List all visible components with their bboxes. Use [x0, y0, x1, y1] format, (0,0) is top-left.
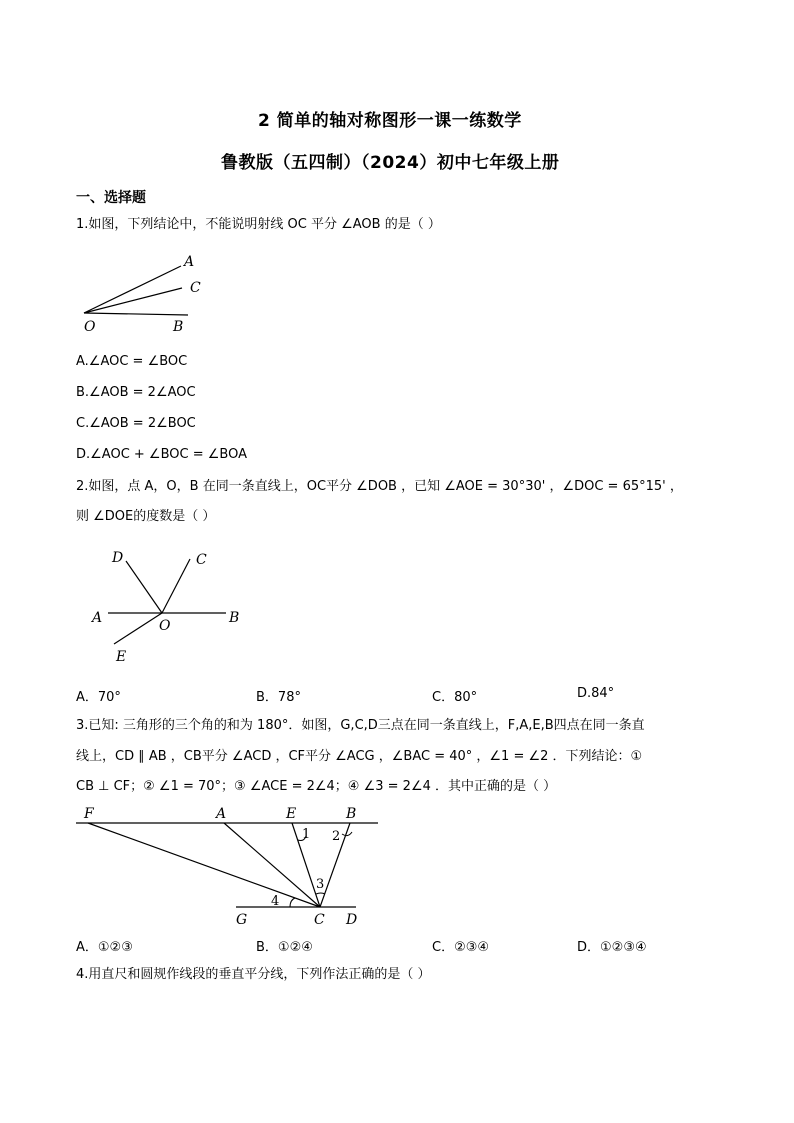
section-heading: 一、选择题	[76, 190, 146, 206]
question-3-stem-line-1: 3.已知: 三角形的三个角的和为 180°．如图，G,C,D三点在同一条直线上，F,A,E,B四点在同一条直	[76, 718, 645, 733]
question-1-option-a[interactable]: A.∠AOC = ∠BOC	[76, 354, 188, 369]
label-d: D	[112, 550, 124, 566]
question-1-option-b[interactable]: B.∠AOB = 2∠AOC	[76, 385, 196, 400]
document-subtitle: 鲁教版（五四制）（2024）初中七年级上册	[221, 153, 560, 173]
label-c: C	[196, 552, 207, 568]
question-2-stem-line-2: 则 ∠DOE的度数是（ ）	[76, 509, 216, 524]
label-g: G	[236, 912, 248, 928]
label-b: B	[346, 806, 357, 822]
angle-label-3: 3	[316, 877, 325, 892]
question-2-figure	[86, 545, 266, 675]
document-title: 2 简单的轴对称图形一课一练数学	[258, 111, 522, 131]
question-1-option-c[interactable]: C.∠AOB = 2∠BOC	[76, 416, 196, 431]
question-3-option-b[interactable]: B．①②④	[256, 940, 313, 955]
question-3-figure	[76, 802, 386, 927]
ray-oc	[162, 559, 190, 613]
label-b: B	[173, 319, 184, 335]
label-a: A	[92, 610, 103, 626]
label-a: A	[184, 254, 195, 270]
ray-oc	[84, 288, 182, 313]
question-1-figure	[76, 252, 216, 335]
question-3-option-a[interactable]: A．①②③	[76, 940, 133, 955]
label-o: O	[159, 618, 171, 634]
angle-label-2: 2	[332, 829, 341, 844]
ray-od	[126, 561, 162, 613]
segment-cf	[88, 823, 320, 907]
question-2-option-c[interactable]: C．80°	[432, 690, 478, 705]
label-e: E	[116, 649, 127, 665]
angle-label-4: 4	[271, 894, 280, 909]
ray-ob	[84, 313, 188, 315]
ray-oe	[114, 613, 162, 644]
question-3-stem-line-2: 线上，CD ∥ AB ，CB平分 ∠ACD ，CF平分 ∠ACG ，∠BAC = 40° ，∠1 = ∠2 ．下列结论：①	[76, 749, 643, 764]
question-1-stem: 1.如图，下列结论中，不能说明射线 OC 平分 ∠AOB 的是（ ）	[76, 217, 441, 232]
question-3-stem-line-3: CB ⊥ CF；② ∠1 = 70°；③ ∠ACE = 2∠4；④ ∠3 = 2∠4 ．其中正确的是（ ）	[76, 779, 557, 794]
ray-oa	[84, 266, 181, 313]
question-3-option-d[interactable]: D．①②③④	[577, 940, 647, 955]
question-2-stem-line-1: 2.如图，点 A，O，B 在同一条直线上，OC平分 ∠DOB ，已知 ∠AOE = 30°30' ，∠DOC = 65°15' ，	[76, 479, 683, 494]
question-1-option-d[interactable]: D.∠AOC + ∠BOC = ∠BOA	[76, 447, 247, 462]
label-d: D	[346, 912, 358, 928]
label-e: E	[286, 806, 297, 822]
label-c: C	[314, 912, 325, 928]
question-2-option-d[interactable]: D.84°	[577, 686, 615, 701]
angle-mark-3	[316, 893, 325, 894]
label-c: C	[190, 280, 201, 296]
question-4-stem: 4.用直尺和圆规作线段的垂直平分线，下列作法正确的是（ ）	[76, 967, 431, 982]
label-a: A	[216, 806, 227, 822]
label-b: B	[229, 610, 240, 626]
label-o: O	[84, 319, 96, 335]
angle-label-1: 1	[302, 827, 311, 842]
question-3-option-c[interactable]: C．②③④	[432, 940, 490, 955]
label-f: F	[84, 806, 94, 822]
question-2-option-b[interactable]: B．78°	[256, 690, 301, 705]
question-2-option-a[interactable]: A．70°	[76, 690, 121, 705]
angle-mark-4	[290, 898, 295, 907]
